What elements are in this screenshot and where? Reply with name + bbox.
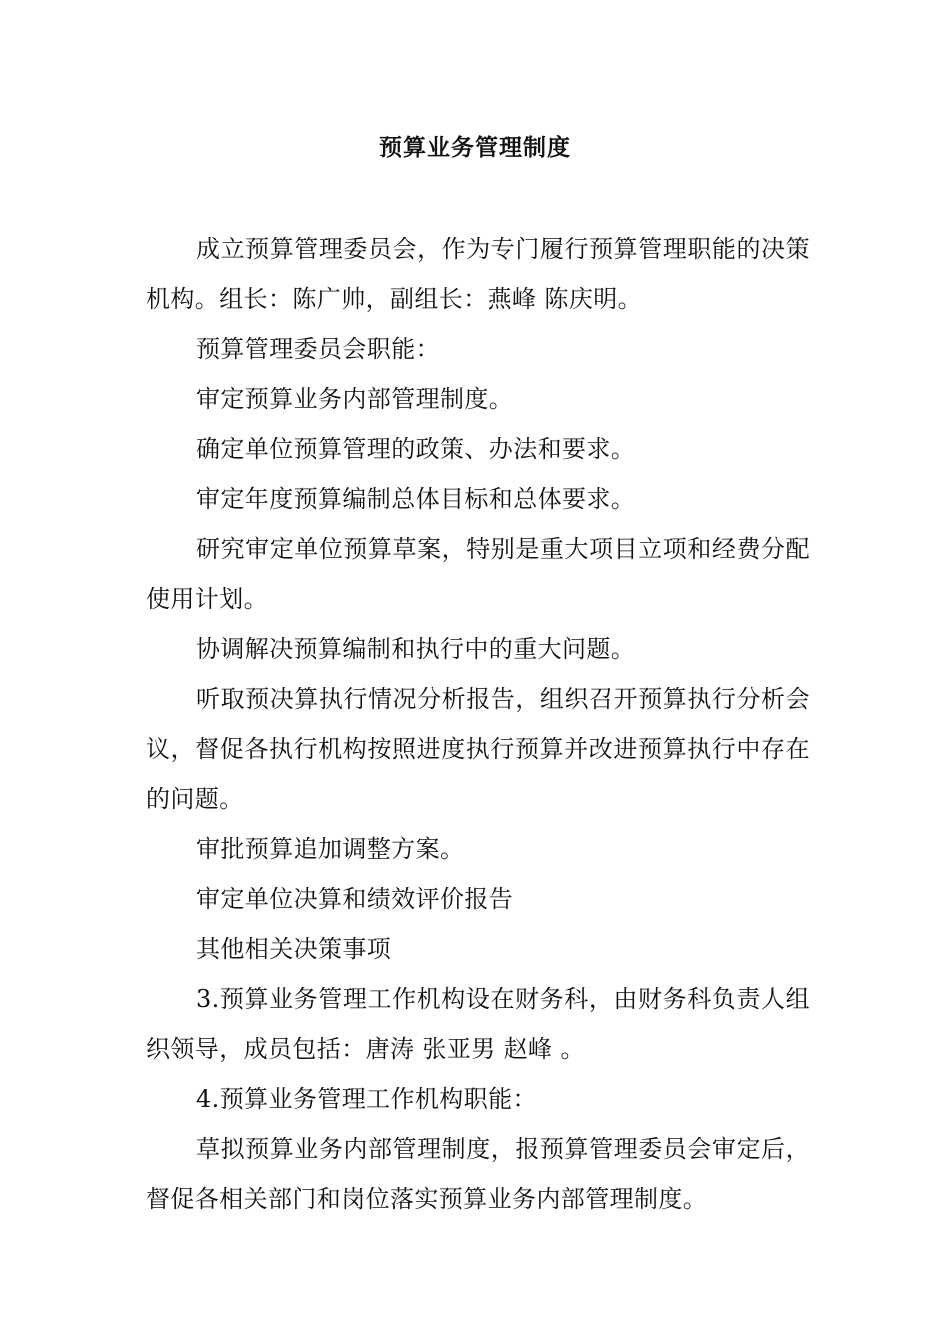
paragraph-item: 审批预算追加调整方案。 — [196, 835, 465, 863]
paragraph-item: 研究审定单位预算草案，特别是重大项目立项和经费分配使用计划。 — [146, 535, 810, 613]
paragraph-committee: 成立预算管理委员会，作为专门履行预算管理职能的决策机构。组长：陈广帅，副组长：燕峰 陈庆明。 — [146, 235, 810, 313]
paragraph-item: 协调解决预算编制和执行中的重大问题。 — [196, 635, 636, 663]
paragraph-section-3: 3.预算业务管理工作机构设在财务科，由财务科负责人组织领导，成员包括：唐涛 张亚男 赵峰 。 — [146, 985, 810, 1063]
paragraph-item: 草拟预算业务内部管理制度，报预算管理委员会审定后，督促各相关部门和岗位落实预算业务内部管理制度。 — [146, 1135, 810, 1213]
page-title: 预算业务管理制度 — [379, 135, 571, 161]
paragraph-item: 审定预算业务内部管理制度。 — [196, 385, 514, 413]
paragraph-item: 听取预决算执行情况分析报告，组织召开预算执行分析会议，督促各执行机构按照进度执行预算并改进预算执行中存在的问题。 — [146, 685, 810, 813]
paragraph-section-4: 4.预算业务管理工作机构职能： — [196, 1085, 537, 1113]
paragraph-committee-functions: 预算管理委员会职能： — [196, 335, 440, 363]
document-body — [146, 224, 810, 1224]
paragraph-item: 审定单位决算和绩效评价报告 — [196, 885, 514, 913]
paragraph-item: 其他相关决策事项 — [196, 935, 392, 963]
paragraph-item: 审定年度预算编制总体目标和总体要求。 — [196, 485, 636, 513]
paragraph-item: 确定单位预算管理的政策、办法和要求。 — [196, 435, 636, 463]
